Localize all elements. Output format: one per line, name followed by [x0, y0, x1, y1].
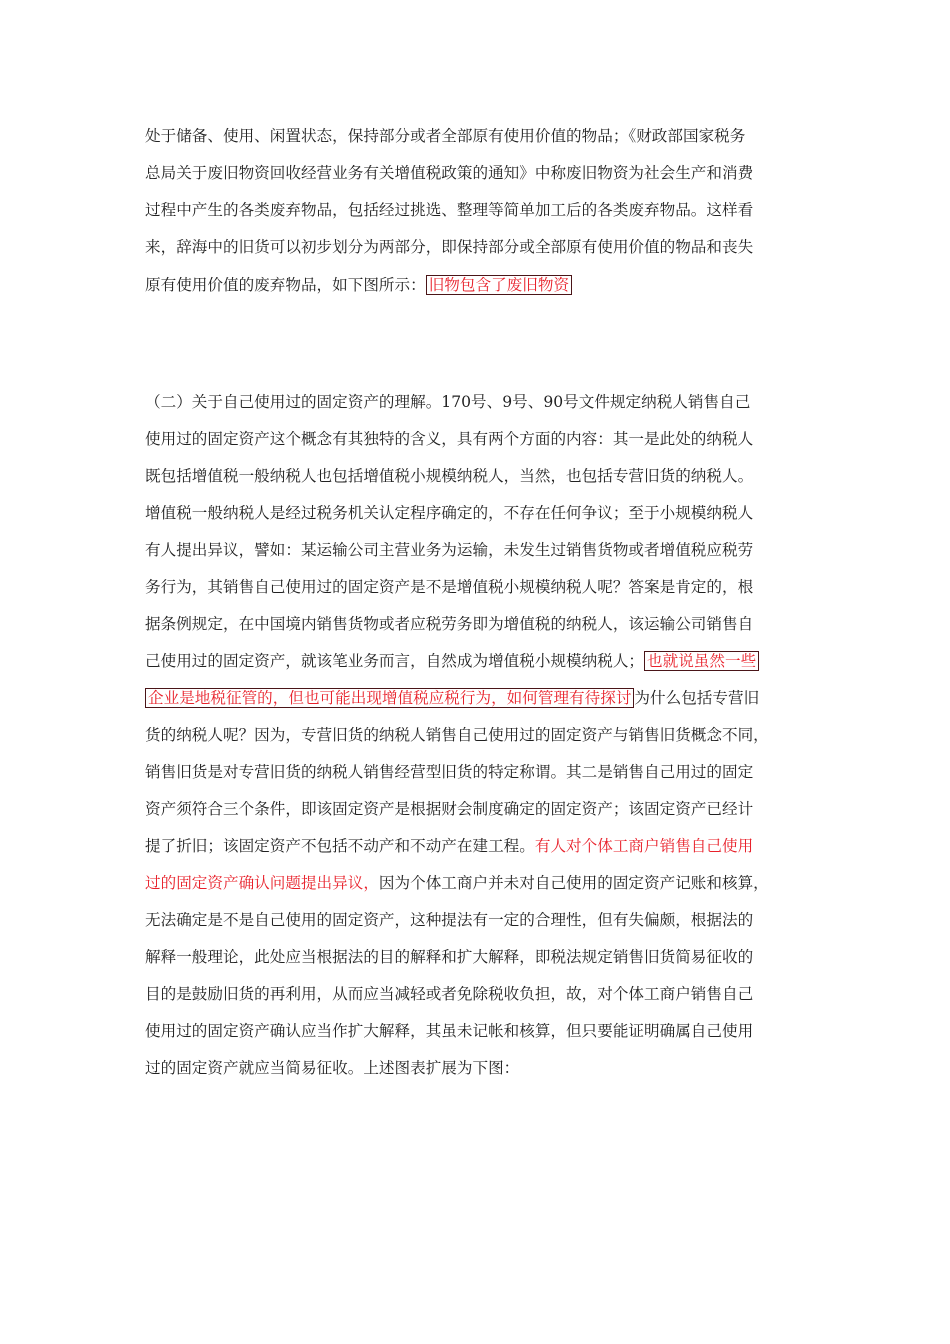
- para2-line-15: 无法确定是不是自己使用的固定资产，这种提法有一定的合理性，但有失偏颇，根据法的: [145, 911, 754, 929]
- annotation-box-local-tax-end: 企业是地税征管的，但也可能出现增值税应税行为，如何管理有待探讨: [145, 688, 634, 708]
- para1-line-3: 过程中产生的各类废弃物品，包括经过挑选、整理等简单加工后的各类废弃物品。这样看: [145, 201, 754, 219]
- para2-line-2: 使用过的固定资产这个概念有其独特的含义，具有两个方面的内容：其一是此处的纳税人: [145, 430, 754, 448]
- para1-line-2: 总局关于废旧物资回收经营业务有关增值税政策的通知》中称废旧物资为社会生产和消费: [145, 164, 754, 182]
- para2-line-3: 既包括增值税一般纳税人也包括增值税小规模纳税人，当然，也包括专营旧货的纳税人。: [145, 467, 754, 485]
- para2-line-13-text: 提了折旧；该固定资产不包括不动产和不动产在建工程。: [145, 837, 535, 855]
- para1-line-5: [145, 270, 572, 300]
- para1-line-1: 处于储备、使用、闲置状态，保持部分或者全部原有使用价值的物品；《财政部国家税务: [145, 127, 746, 145]
- para2-line-16: 解释一般理论，此处应当根据法的目的解释和扩大解释，即税法规定销售旧货简易征收的: [145, 948, 754, 966]
- para2-line-9: [145, 683, 759, 713]
- para2-line-13: [145, 831, 753, 861]
- para1-line-4: 来，辞海中的旧货可以初步划分为两部分，即保持部分或全部原有使用价值的物品和丧失: [145, 238, 754, 256]
- para2-line-4: 增值税一般纳税人是经过税务机关认定程序确定的，不存在任何争议；至于小规模纳税人: [145, 504, 754, 522]
- red-highlight-objection-end: 过的固定资产确认问题提出异议，: [145, 874, 379, 892]
- para2-line-19: 过的固定资产就应当简易征收。上述图表扩展为下图：: [145, 1059, 520, 1077]
- annotation-box-local-tax-start: 也就说虽然一些: [644, 651, 759, 671]
- para2-line-5: 有人提出异议，譬如：某运输公司主营业务为运输，未发生过销售货物或者增值税应税劳: [145, 541, 754, 559]
- para2-line-7: 据条例规定，在中国境内销售货物或者应税劳务即为增值税的纳税人，该运输公司销售自: [145, 615, 754, 633]
- para1-line-5-text: 原有使用价值的废弃物品，如下图所示：: [145, 276, 426, 294]
- annotation-box-waste-materials: 旧物包含了废旧物资: [426, 275, 572, 295]
- para2-line-17: 目的是鼓励旧货的再利用，从而应当减轻或者免除税收负担，故，对个体工商户销售自己: [145, 985, 754, 1003]
- para2-line-8: [145, 646, 759, 676]
- para2-line-11: 销售旧货是对专营旧货的纳税人销售经营型旧货的特定称谓。其二是销售自己用过的固定: [145, 763, 754, 781]
- para2-line-12: 资产须符合三个条件，即该固定资产是根据财会制度确定的固定资产；该固定资产已经计: [145, 800, 754, 818]
- red-highlight-objection-start: 有人对个体工商户销售自己使用: [534, 837, 754, 855]
- para2-line-6: 务行为，其销售自己使用过的固定资产是不是增值税小规模纳税人呢？答案是肯定的，根: [145, 578, 754, 596]
- para2-line-8-text: 己使用过的固定资产，就该笔业务而言，自然成为增值税小规模纳税人；: [145, 652, 645, 670]
- para2-line-18: 使用过的固定资产确认应当作扩大解释，其虽未记帐和核算，但只要能证明确属自己使用: [145, 1022, 754, 1040]
- para2-line-1: （二）关于自己使用过的固定资产的理解。170号、9号、90号文件规定纳税人销售自己: [145, 393, 751, 411]
- para2-line-10: 货的纳税人呢？因为，专营旧货的纳税人销售自己使用过的固定资产与销售旧货概念不同，: [145, 726, 769, 744]
- para2-line-9-text: 为什么包括专营旧: [634, 689, 760, 707]
- para2-line-14: [145, 868, 769, 898]
- para2-line-14-text: 因为个体工商户并未对自己使用的固定资产记账和核算，: [378, 874, 769, 892]
